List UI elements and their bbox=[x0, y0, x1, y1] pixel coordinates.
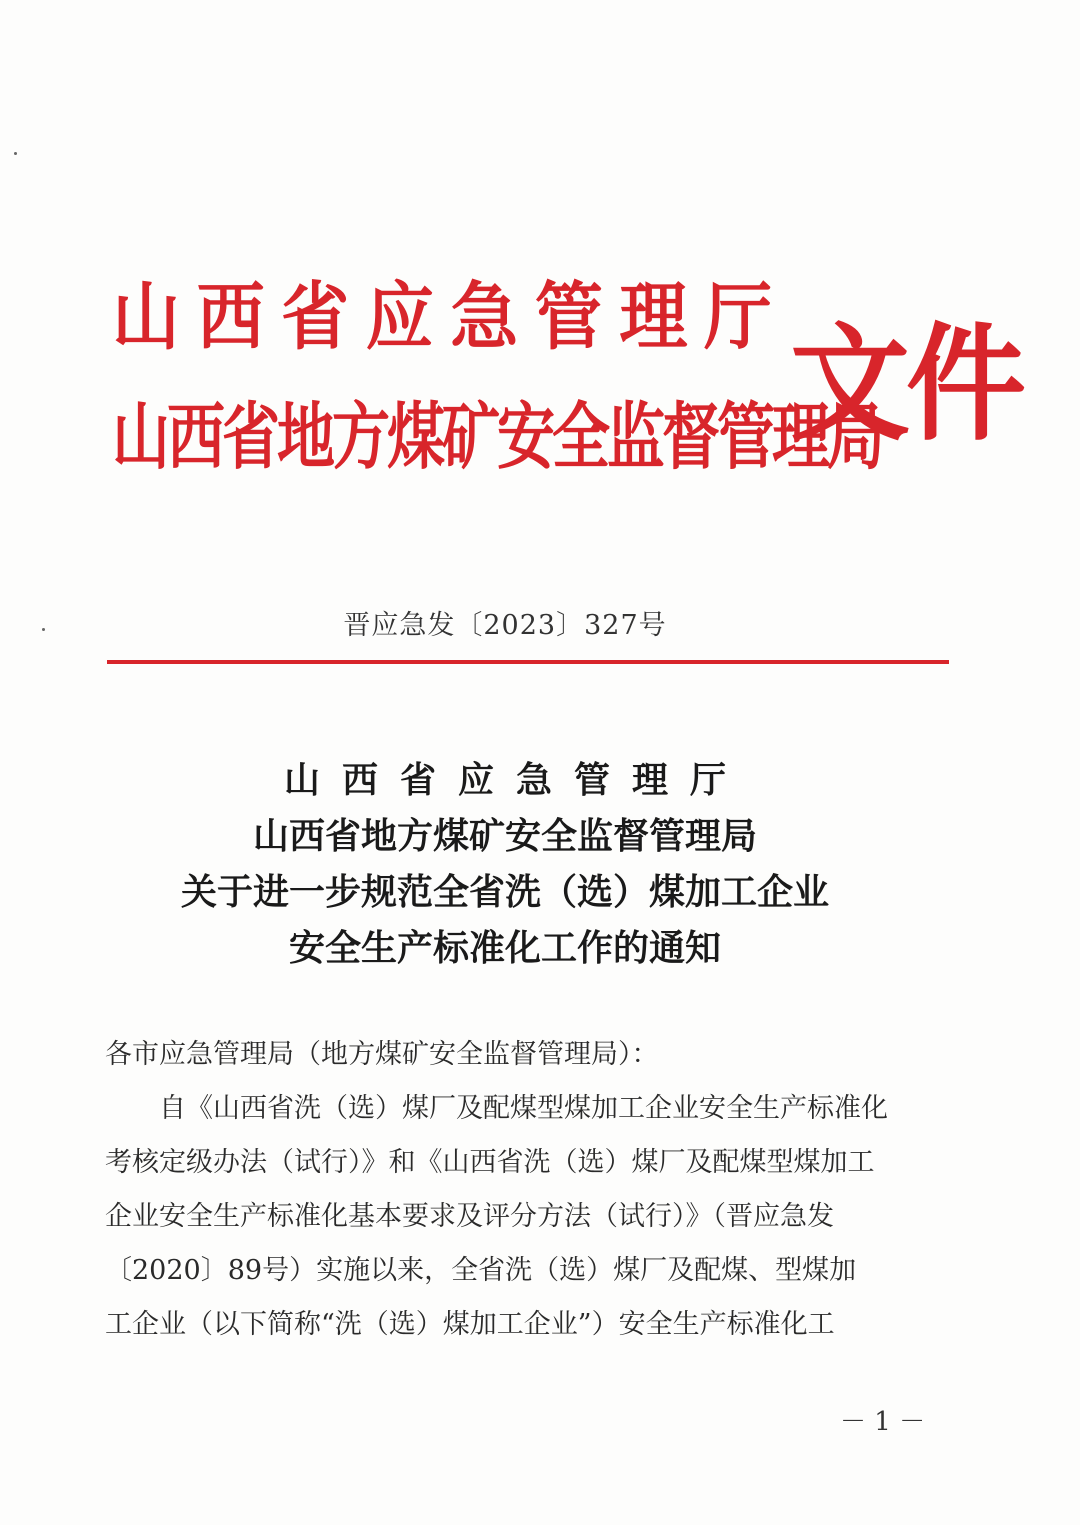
body-line: 考核定级办法（试行）》和《山西省洗（选）煤厂及配煤型煤加工 bbox=[105, 1147, 875, 1178]
page-number: － 1 － bbox=[840, 1407, 926, 1437]
issuer-char: 厅 bbox=[703, 273, 772, 361]
document-number: 晋应急发〔2023〕327号 bbox=[343, 610, 667, 641]
issuer-char: 理 bbox=[619, 273, 688, 361]
issuer-char: 应 bbox=[365, 273, 434, 361]
document-word: 文件 bbox=[790, 310, 1022, 459]
document-title bbox=[0, 752, 1010, 976]
document-body bbox=[105, 1028, 905, 1352]
issuer-line-2: 山西省地方煤矿安全监督管理局 bbox=[112, 394, 883, 480]
issuer-char: 省 bbox=[281, 273, 350, 361]
title-line-3: 关于进一步规范全省洗（选）煤加工企业 bbox=[180, 871, 829, 913]
red-separator-line bbox=[107, 660, 949, 664]
body-line: 工企业（以下简称“洗（选）煤加工企业”）安全生产标准化工 bbox=[105, 1309, 835, 1340]
title-line-1: 山西省应急管理厅 bbox=[283, 759, 748, 801]
issuer-char: 西 bbox=[196, 273, 265, 361]
body-line: 〔2020〕89号）实施以来，全省洗（选）煤厂及配煤、型煤加 bbox=[105, 1255, 857, 1286]
body-line: 企业安全生产标准化基本要求及评分方法（试行）》（晋应急发 bbox=[105, 1201, 834, 1232]
issuer-char: 管 bbox=[534, 273, 603, 361]
issuer-line-1 bbox=[112, 268, 772, 365]
scan-speck bbox=[14, 152, 17, 155]
title-line-4: 安全生产标准化工作的通知 bbox=[288, 927, 721, 969]
issuer-char: 山 bbox=[112, 273, 181, 361]
body-line: 自《山西省洗（选）煤厂及配煤型煤加工企业安全生产标准化 bbox=[159, 1093, 888, 1124]
salutation: 各市应急管理局（地方煤矿安全监督管理局）： bbox=[105, 1039, 659, 1070]
title-line-2: 山西省地方煤矿安全监督管理局 bbox=[252, 815, 757, 857]
issuer-char: 急 bbox=[450, 273, 519, 361]
